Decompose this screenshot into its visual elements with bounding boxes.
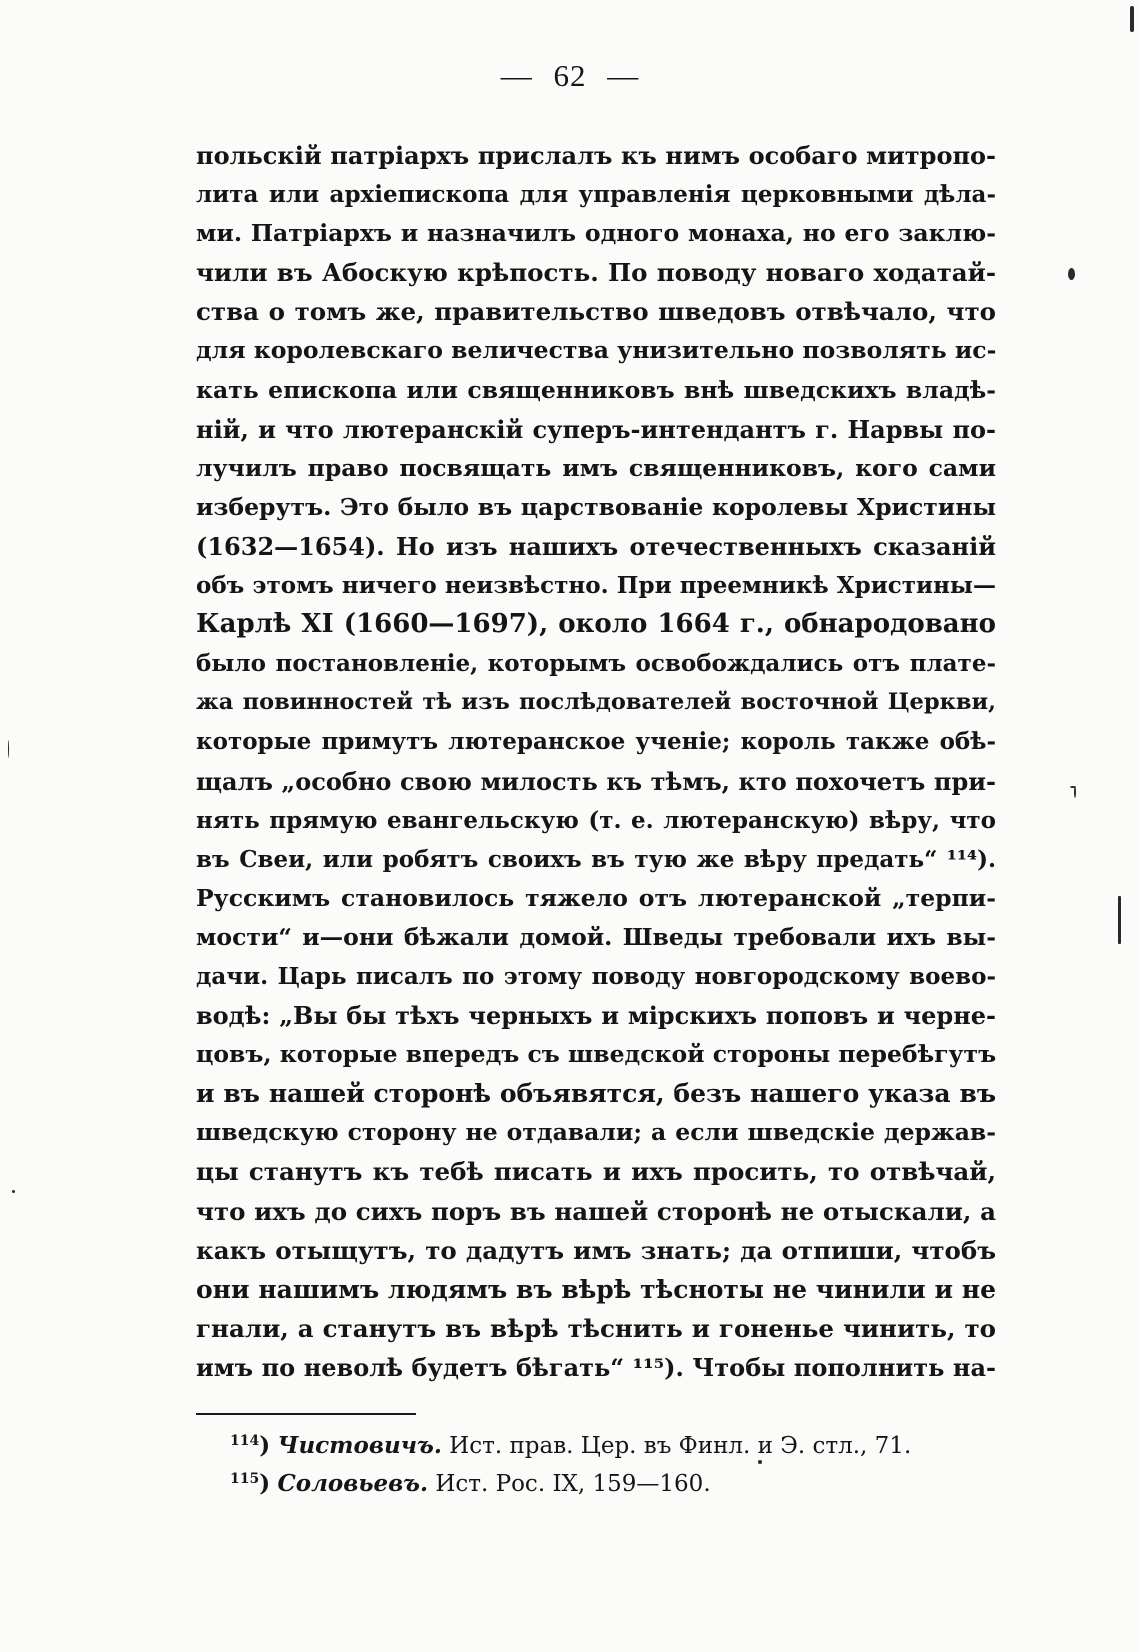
footnote-114: [230, 1422, 930, 1460]
text-line: цовъ, которые впередъ съ шведской стороны перебѣгутъ: [196, 1040, 996, 1069]
text-line: гнали, а станутъ въ вѣрѣ тѣснить и гоненье чинить, то: [196, 1313, 996, 1343]
footnote-text: Ист. Рос. IX, 159—160.: [428, 1471, 711, 1497]
text-line: кать епископа или священниковъ внѣ шведскихъ владѣ-: [196, 375, 996, 404]
text-line: было постановленіе, которымъ освобождались отъ плате-: [196, 650, 996, 678]
footnote-115: [230, 1460, 930, 1498]
text-line: (1632—1654). Но изъ нашихъ отечественныхъ сказаній: [196, 531, 996, 561]
text-line: дачи. Царь писалъ по этому поводу новгородскому воево-: [196, 962, 996, 990]
text-line: польскій патріархъ прислалъ къ нимъ особаго митропо-: [196, 141, 996, 170]
text-line: водѣ: „Вы бы тѣхъ черныхъ и мірскихъ поповъ и черне-: [196, 1001, 996, 1031]
scan-speck: [758, 1460, 762, 1464]
text-line: имъ по неволѣ будетъ бѣгать“ ¹¹⁵). Чтобы пополнить на-: [196, 1352, 996, 1382]
scan-speck: [1130, 6, 1134, 32]
text-line: объ этомъ ничего неизвѣстно. При преемникѣ Христины—: [196, 572, 996, 600]
page-number-dash-right: —: [607, 58, 640, 93]
text-line: цы станутъ къ тебѣ писать и ихъ просить, то отвѣчай,: [196, 1157, 996, 1187]
footnote-author: Соловьевъ.: [277, 1470, 429, 1497]
text-line: нять прямую евангельскую (т. е. лютеранскую) вѣру, что: [196, 806, 996, 834]
text-line: щалъ „особно свою милость къ тѣмъ, кто похочетъ при-: [196, 766, 996, 796]
footnotes: [230, 1422, 930, 1498]
page-number-value: 62: [553, 58, 587, 93]
main-text: [196, 136, 996, 1387]
text-line: что ихъ до сихъ поръ въ нашей сторонѣ не отыскали, а: [196, 1196, 996, 1226]
scan-speck: [1068, 268, 1075, 280]
text-line: мости“ и—они бѣжали домой. Шведы требовали ихъ вы-: [196, 922, 996, 951]
text-line: чили въ Абоскую крѣпость. По поводу новаго ходатай-: [196, 258, 996, 288]
text-line: лита или архіепископа для управленія церковными дѣла-: [196, 181, 996, 209]
page-number: [0, 58, 1140, 94]
text-line: для королевскаго величества унизительно позволять ис-: [196, 336, 996, 365]
text-line: какъ отыщутъ, то дадутъ имъ знать; да отпиши, чтобъ: [196, 1235, 996, 1265]
scan-speck: [1074, 786, 1076, 798]
page-number-dash-left: —: [500, 58, 533, 93]
text-line: они нашимъ людямъ въ вѣрѣ тѣсноты не чинили и не: [196, 1274, 996, 1304]
scan-speck: [1118, 896, 1121, 944]
footnote-author: Чистовичъ.: [277, 1432, 442, 1459]
text-line: ми. Патріархъ и назначилъ одного монаха, но его заклю-: [196, 219, 996, 248]
scan-speck: [12, 1190, 15, 1193]
text-line: изберутъ. Это было въ царствованіе королевы Христины: [196, 492, 996, 521]
text-line: шведскую сторону не отдавали; а если шведскіе держав-: [196, 1118, 996, 1147]
footnote-marker: $^{114}$): [230, 1432, 271, 1459]
footnote-rule: [196, 1413, 416, 1415]
footnote-number: 115: [230, 1471, 260, 1487]
text-line: въ Свеи, или робятъ своихъ въ тую же вѣру предать“ ¹¹⁴).: [196, 845, 996, 873]
text-line: лучилъ право посвящать имъ священниковъ, кого сами: [196, 453, 996, 482]
footnote-text: Ист. прав. Цер. въ Финл. и Э. стл., 71.: [441, 1433, 912, 1459]
text-line: и въ нашей сторонѣ объявятся, безъ нашего указа въ: [196, 1079, 996, 1109]
text-line: Русскимъ становилось тяжело отъ лютеранской „терпи-: [196, 883, 996, 912]
text-line: Карлѣ XI (1660—1697), около 1664 г., обнародовано: [196, 609, 996, 640]
text-line: ства о томъ же, правительство шведовъ отвѣчало, что: [196, 297, 996, 327]
text-line: которые примутъ лютеранское ученіе; король также обѣ-: [196, 728, 996, 756]
text-line: жа повинностей тѣ изъ послѣдователей восточной Церкви,: [196, 689, 996, 716]
footnote-number: 114: [230, 1433, 260, 1449]
text-line: ній, и что лютеранскій суперъ-интендантъ г. Нарвы по-: [196, 414, 996, 444]
scan-speck: [8, 740, 9, 758]
footnote-marker: $^{115}$): [230, 1470, 271, 1497]
